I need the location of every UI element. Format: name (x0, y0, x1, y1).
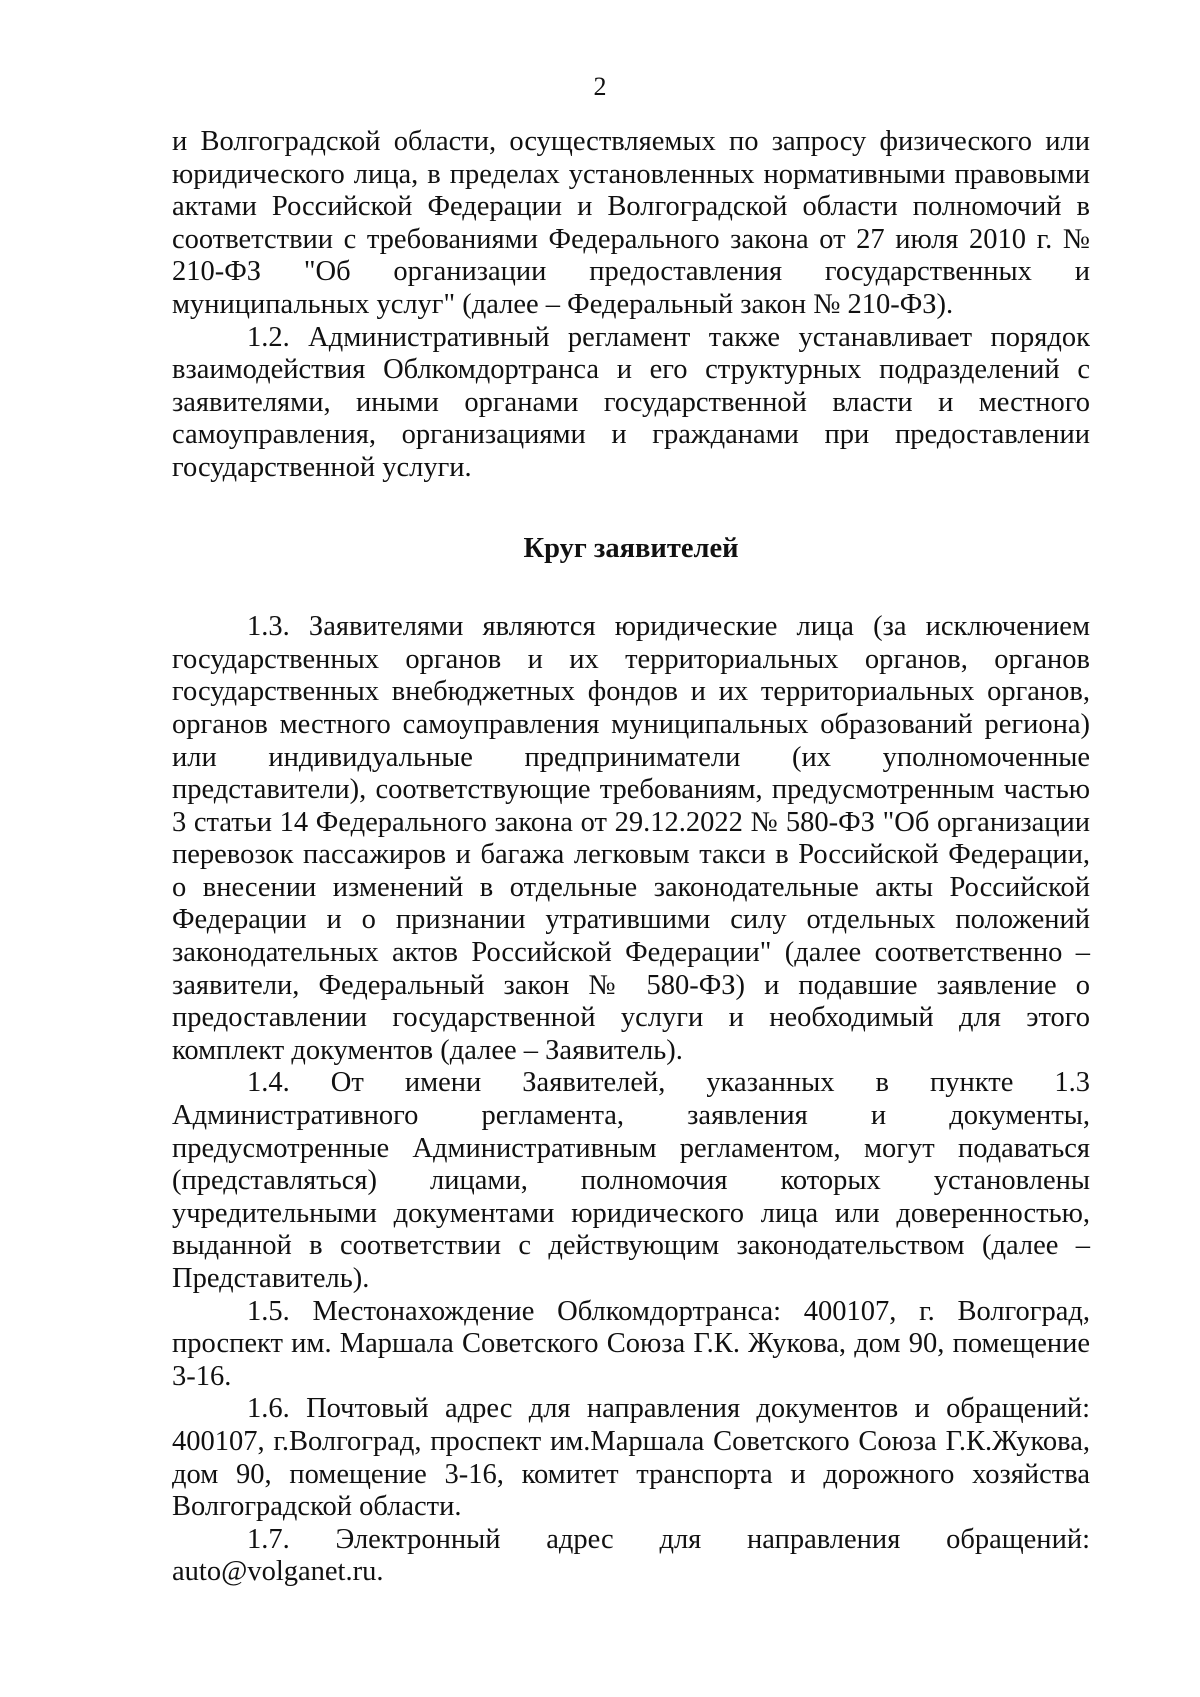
paragraph-1-7: 1.7. Электронный адрес для направления обращений: auto@volganet.ru. (172, 1523, 1090, 1588)
section-heading-applicants: Круг заявителей (523, 532, 739, 564)
paragraph-continuation: и Волгоградской области, осуществляемых по запросу физического или юридического лица, в пределах установленных нормативными правовыми актами Российской Федерации и Волгоградской области полномочий в соответствии с требованиями Федерального закона от 27 июля 2010 г. № 210-ФЗ "Об организации предоставления государственных и муниципальных услуг" (далее – Федеральный закон № 210-ФЗ). (172, 126, 1090, 320)
paragraph-1-3: 1.3. Заявителями являются юридические лица (за исключением государственных органов и их территориальных органов, органов государственных внебюджетных фондов и их территориальных органов, органов местного самоуправления муниципальных образований региона) или индивидуальные предприниматели (их уполномоченные представители), соответствующие требованиям, предусмотренным частью 3 статьи 14 Федерального закона от 29.12.2022 № 580-ФЗ "Об организации перевозок пассажиров и багажа легковым такси в Российской Федерации, о внесении изменений в отдельные законодательные акты Российской Федерации и о признании утратившими силу отдельных положений законодательных актов Российской Федерации" (далее соответственно – заявители, Федеральный закон № 580-ФЗ) и подавшие заявление о предоставлении государственной услуги и необходимый для этого комплект документов (далее – Заявитель). (172, 611, 1090, 1066)
paragraph-1-4: 1.4. От имени Заявителей, указанных в пункте 1.3 Административного регламента, заявления и документы, предусмотренные Административным регламентом, могут подаваться (представляться) лицами, полномочия которых установлены учредительными документами юридического лица или доверенностью, выданной в соответствии с действующим законодательством (далее – Представитель). (172, 1067, 1090, 1294)
document-body (172, 126, 1090, 1589)
paragraph-1-5: 1.5. Местонахождение Облкомдортранса: 400107, г. Волгоград, проспект им. Маршала Советского Союза Г.К. Жукова, дом 90, помещение 3-16. (172, 1295, 1090, 1392)
paragraph-1-6: 1.6. Почтовый адрес для направления документов и обращений: 400107, г.Волгоград, проспект им.Маршала Советского Союза Г.К.Жукова, дом 90, помещение 3-16, комитет транспорта и дорожного хозяйства Волгоградской области. (172, 1393, 1090, 1523)
paragraph-1-2: 1.2. Административный регламент также устанавливает порядок взаимодействия Облкомдортранса и его структурных подразделений с заявителями, иными органами государственной власти и местного самоуправления, организациями и гражданами при предоставлении государственной услуги. (172, 321, 1090, 483)
page-number: 2 (593, 72, 607, 101)
